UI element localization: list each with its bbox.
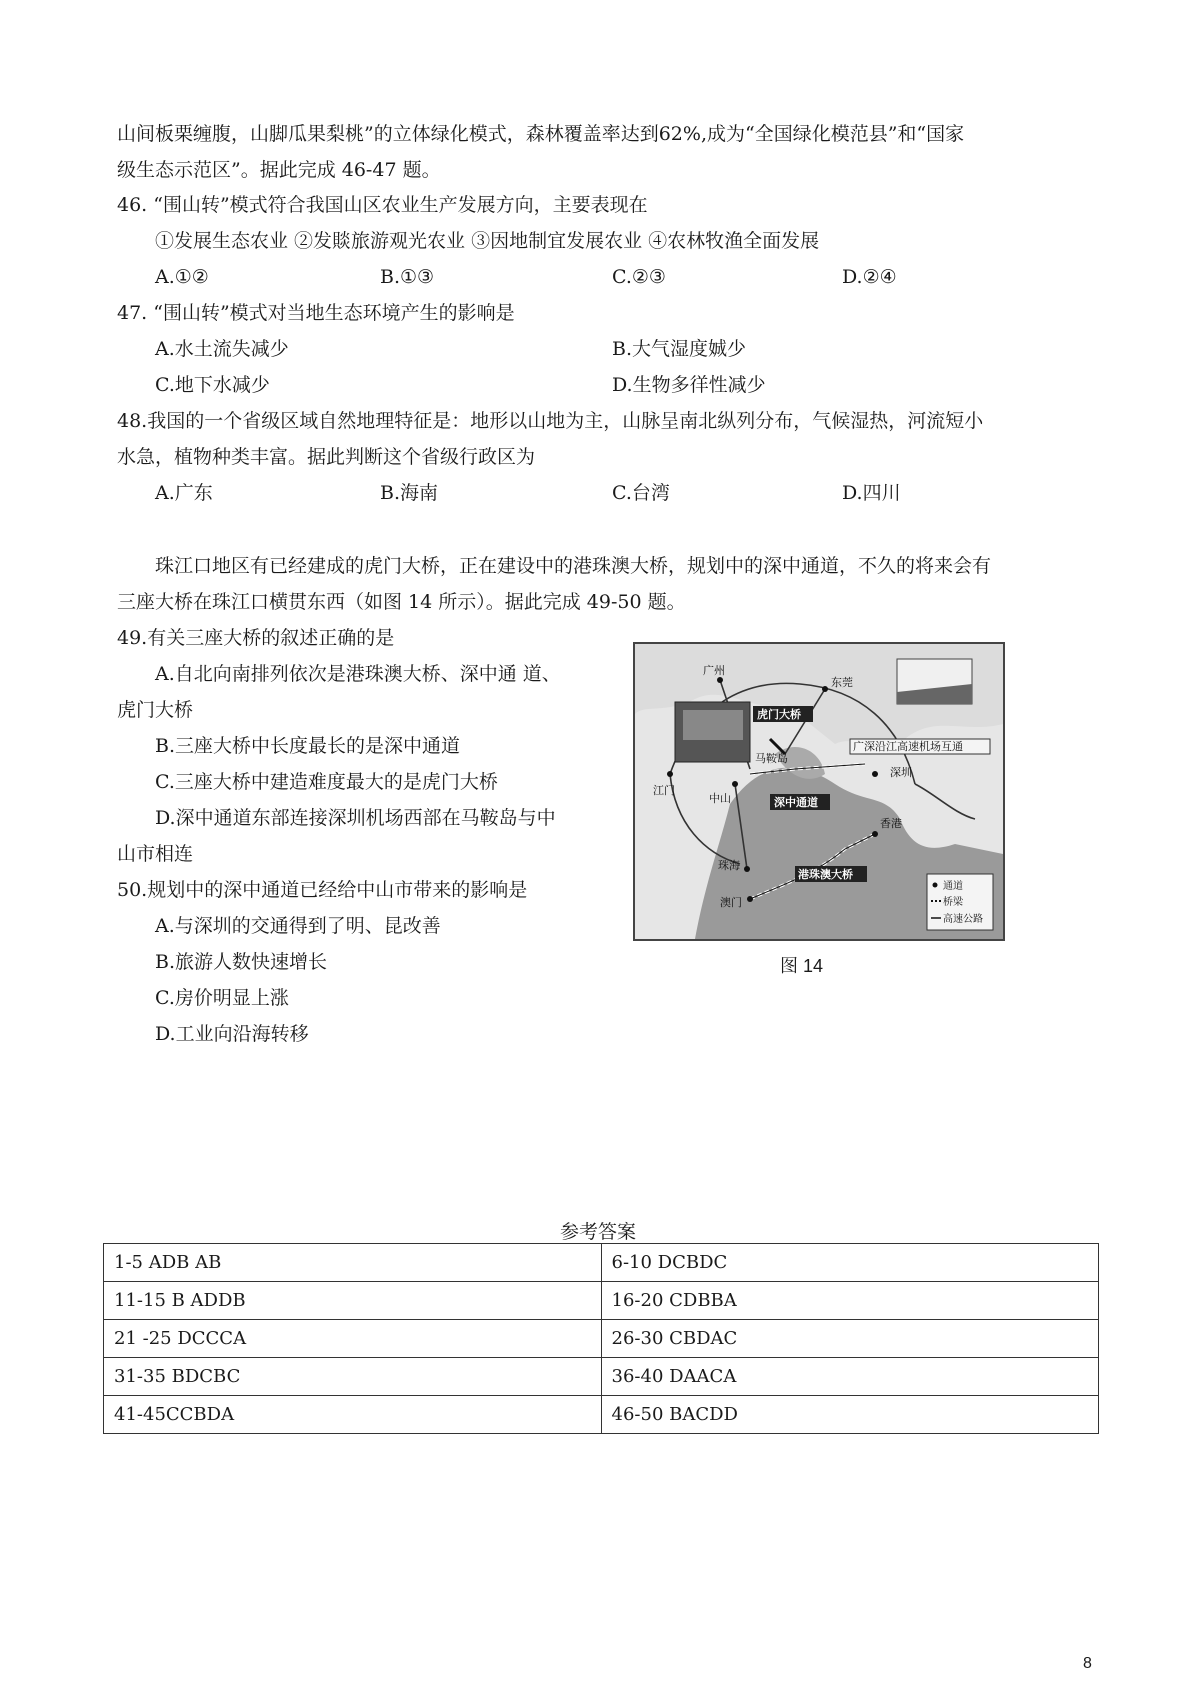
q49-option-a-line-2: 虎门大桥 — [117, 699, 194, 721]
legend-item-1: 通道 — [943, 881, 963, 892]
q50-option-c: C.房价明显上涨 — [155, 987, 289, 1009]
q46-option-d: D.②④ — [842, 266, 897, 288]
table-cell: 36-40 DAACA — [601, 1358, 1099, 1396]
q48-option-d: D.四川 — [842, 482, 901, 504]
label-jiangmen: 江门 — [653, 785, 675, 797]
pearl-river-map-figure — [633, 642, 1005, 941]
q46-items: ①发展生态农业 ②发賧旅游观光农业 ③因地制宜发展农业 ④农林牧渔全面发展 — [155, 230, 820, 252]
q49-option-d-line-1: D.深中通道东部连接深圳机场西部在马鞍岛与中 — [155, 807, 556, 829]
label-zhongshan: 中山 — [709, 793, 731, 805]
q47-option-b: B.大气湿度娍少 — [612, 338, 747, 360]
q49-option-a-line-1: A.自北向南排列依次是港珠澳大桥、深中通 道、 — [155, 663, 561, 685]
q49-stem: 49.有关三座大桥的叙述正确的是 — [117, 627, 395, 649]
q46-stem: 46. “围山转”模式符合我国山区农业生产发展方向，主要表现在 — [117, 194, 648, 216]
hzm-label: 港珠澳大桥 — [798, 869, 853, 881]
q46-option-a: A.①② — [155, 266, 209, 288]
humen-bridge-label: 虎门大桥 — [757, 709, 801, 721]
label-zhuhai: 珠海 — [718, 860, 740, 872]
airport-label: 广深沿江高速机场互通 — [853, 741, 963, 753]
table-cell: 31-35 BDCBC — [104, 1358, 602, 1396]
table-cell: 11-15 B ADDB — [104, 1282, 602, 1320]
answer-table — [103, 1243, 1099, 1434]
figure-caption: 图 14 — [780, 956, 824, 976]
table-row — [104, 1320, 1099, 1358]
table-cell: 6-10 DCBDC — [601, 1244, 1099, 1282]
intro-line-2: 级生态示范区”。据此完成 46-47 题。 — [117, 159, 441, 181]
table-row — [104, 1282, 1099, 1320]
city-dot-dongguan — [822, 686, 828, 692]
q47-option-d: D.生物多徉性减少 — [612, 374, 766, 396]
q49-option-b: B.三座大桥中长度最长的是深中通道 — [155, 735, 461, 757]
city-dot-zhongshan — [732, 781, 738, 787]
shenzhong-label: 深中通道 — [774, 797, 818, 809]
table-row — [104, 1396, 1099, 1434]
table-cell: 21 -25 DCCCA — [104, 1320, 602, 1358]
q48-option-a: A.广东 — [155, 482, 213, 504]
pearl-river-map — [635, 644, 1003, 939]
label-xianggang: 香港 — [880, 818, 902, 830]
label-guangzhou: 广州 — [703, 665, 725, 677]
legend-item-3: 高速公路 — [943, 914, 983, 925]
q47-option-a: A.水土流失减少 — [155, 338, 289, 360]
label-shenzhen: 深圳 — [890, 767, 912, 779]
q47-option-c: C.地下水减少 — [155, 374, 270, 396]
q48-option-c: C.台湾 — [612, 482, 670, 504]
answer-title: 参考答案 — [560, 1221, 637, 1243]
label-aomen: 澳门 — [720, 897, 742, 909]
q49-option-d-line-2: 山市相连 — [117, 843, 194, 865]
label-maanshan: 马鞍岛 — [755, 753, 788, 765]
table-cell: 41-45CCBDA — [104, 1396, 602, 1434]
page-number: 8 — [1083, 1655, 1092, 1672]
legend-dot-icon — [933, 883, 938, 888]
q50-option-d: D.工业向沿海转移 — [155, 1023, 309, 1045]
city-dot-xianggang — [872, 831, 878, 837]
table-cell: 46-50 BACDD — [601, 1396, 1099, 1434]
legend-item-2: 桥梁 — [943, 897, 963, 908]
highway-east — [915, 784, 975, 819]
city-dot-zhuhai — [744, 866, 750, 872]
q47-stem: 47. “围山转”模式对当地生态环境产生的影响是 — [117, 302, 515, 324]
city-dot-guangzhou — [717, 677, 723, 683]
city-dot-shenzhen — [872, 771, 878, 777]
passage-line-1: 珠江口地区有已经建成的虎门大桥，正在建设中的港珠澳大桥，规划中的深中通道，不久的将来会有 — [155, 555, 992, 577]
q46-option-b: B.①③ — [380, 266, 435, 288]
q46-option-c: C.②③ — [612, 266, 666, 288]
q48-stem-line-1: 48.我国的一个省级区域自然地理特征是：地形以山地为主，山脉呈南北纵列分布，气候湿热，河流短小 — [117, 410, 984, 432]
q48-stem-line-2: 水急，植物种类丰富。据此判断这个省级行政区为 — [117, 446, 536, 468]
q50-option-b: B.旅游人数快速增长 — [155, 951, 328, 973]
q49-option-c: C.三座大桥中建造难度最大的是虎门大桥 — [155, 771, 498, 793]
table-cell: 1-5 ADB AB — [104, 1244, 602, 1282]
table-cell: 16-20 CDBBA — [601, 1282, 1099, 1320]
table-cell: 26-30 CBDAC — [601, 1320, 1099, 1358]
intro-line-1: 山间板栗缠腹，山脚瓜果梨桃”的立体绿化模式，森林覆盖率达到62%,成为“全国绿化模范县”和“国家 — [117, 123, 965, 145]
table-row — [104, 1358, 1099, 1396]
table-row — [104, 1244, 1099, 1282]
q48-option-b: B.海南 — [380, 482, 439, 504]
humen-bridge-line — [770, 739, 785, 754]
q50-stem: 50.规划中的深中通道已经给中山市带来的影响是 — [117, 879, 528, 901]
bridge-photo-sky — [683, 710, 743, 740]
passage-line-2: 三座大桥在珠江口横贯东西（如图 14 所示）。据此完成 49-50 题。 — [117, 591, 686, 613]
q50-option-a: A.与深圳的交通得到了明、昆改善 — [155, 915, 441, 937]
label-dongguan: 东莞 — [831, 677, 853, 689]
city-dot-jiangmen — [667, 771, 673, 777]
city-dot-aomen — [747, 896, 753, 902]
